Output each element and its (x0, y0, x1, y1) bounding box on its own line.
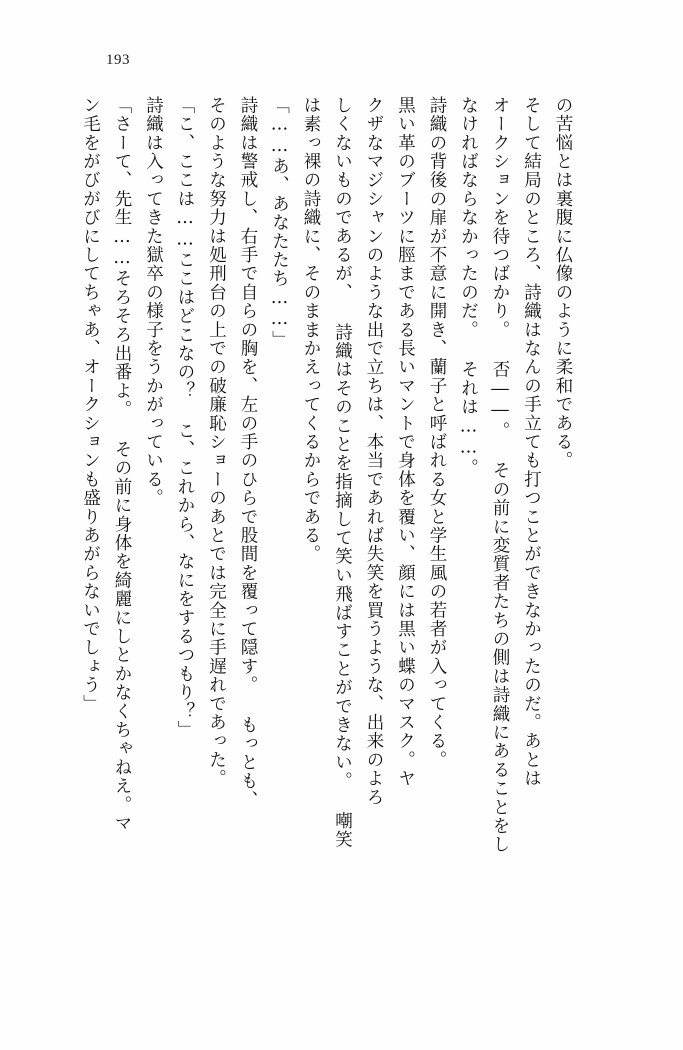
text-line: の苦悩とは裏腹に仏像のように柔和である。 (553, 96, 573, 470)
text-line: 「……あ、あなたたち……」 (269, 96, 290, 350)
vertical-text-body (78, 96, 578, 976)
text-line: しくないものであるが、 詩織はそのことを指摘して笑い飛ばすことができない。 嘲笑 (332, 96, 353, 849)
text-line: ン毛をがびがびにしてちゃあ、オークションも盛りあがらないでしょう」 (80, 96, 101, 714)
text-line: 「こ、ここは……ここはどこなの？ こ、これから、なにをするつもり？」 (175, 96, 195, 740)
text-line: そのような努力は処刑台の上での破廉恥ショーのあとでは完全に手遅れであった。 (206, 96, 227, 788)
text-line: そして結局のところ、詩織はなんの手立ても打つことができなかったのだ。あとは (521, 96, 542, 788)
text-line: オークションを待つばかり。 否――。 その前に変質者たちの側は詩織にあることをし (490, 96, 510, 854)
text-line: 詩織は入ってきた獄卒の様子をうかがっている。 (143, 96, 164, 508)
text-line: 「さーて、先生……そろそろ出番よ。 その前に身体を綺麗にしとかなくちゃねえ。マ (112, 96, 132, 833)
text-line: 詩織の背後の扉が不意に開き、蘭子と呼ばれる女と学生風の若者が入ってくる。 (427, 96, 447, 770)
text-line: クザなマジシャンのような出で立ちは、本当であれば失笑を買うような、出来のよろ (364, 96, 384, 807)
text-line: 黒い革のブーツに脛まである長いマントで身体を覆い、顔には黒い蝶のマスク。ヤ (395, 96, 416, 788)
text-line: は素っ裸の詩織に、そのままかえってくるからである。 (301, 96, 321, 564)
text-line: 詩織は警戒し、右手で自らの胸を、左の手のひらで股間を覆って隠す。 もっとも、 (238, 96, 258, 810)
page-number: 193 (106, 52, 130, 68)
text-line: なければならなかったのだ。 それは……。 (458, 96, 479, 478)
